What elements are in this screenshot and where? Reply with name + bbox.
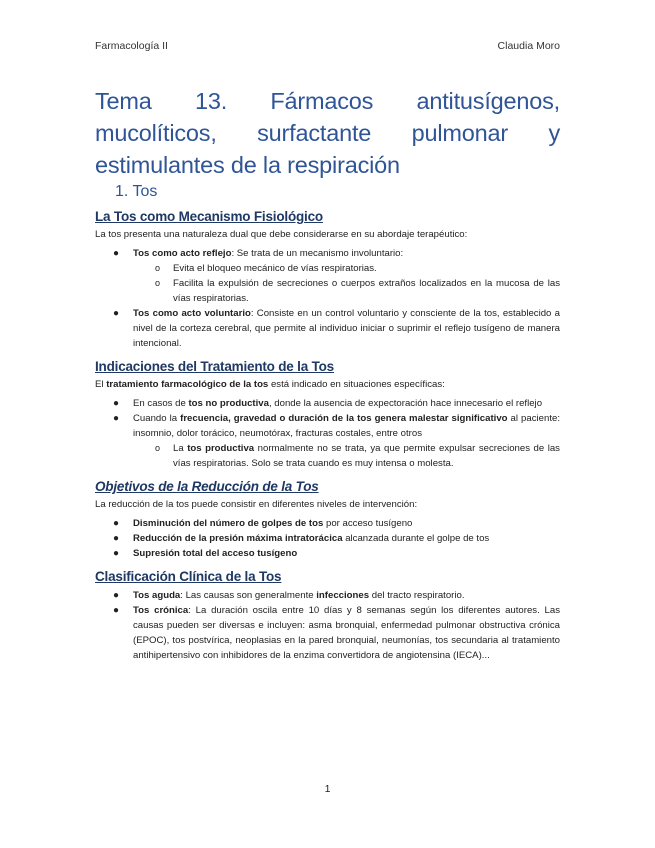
item-text: Facilita la expulsión de secreciones o cuerpos extraños localizados en la mucosa de las vías respiratorias. <box>173 278 560 304</box>
item-text: : Consiste en un control voluntario y consciente de la tos, establecido a nivel de la corteza cerebral, que permite al individuo iniciar o suprimir el reflejo tusígeno de manera intencional. <box>133 308 560 349</box>
text: por acceso tusígeno <box>323 518 413 529</box>
bold-term: infecciones <box>316 590 370 601</box>
text: al paciente: insomnio, dolor torácico, neumotórax, fracturas costales, entre otros <box>133 413 560 439</box>
paragraph: La reducción de la tos puede consistir en diferentes niveles de intervención: <box>95 499 418 510</box>
bullet-list <box>95 396 560 471</box>
hollow-bullet-icon: o <box>155 263 161 273</box>
text: alcanzada durante el golpe de tos <box>342 533 490 544</box>
document-title: Tema 13. Fármacos antitusígenos, mucolíticos, surfactante pulmonar y estimulantes de la respiración <box>95 88 560 178</box>
bullet-icon: ● <box>113 518 120 529</box>
text: : La duración oscila entre 10 días y 8 semanas según los diferentes autores. Las causas pueden ser diversas e incluyen: asma bronquial, enfermedad pulmonar obstructiva crónica (EPOC), tos postvírica, neoplasias en la pared bronquial, neumonías, tos secundaria al tratamiento antihipertensivo con inhibidores de la enzima convertidora de angiotensina (IECA)... <box>133 605 560 661</box>
bold-term: Tos crónica <box>133 605 189 616</box>
item-text: : Se trata de un mecanismo involuntario: <box>231 248 404 259</box>
bullet-list <box>95 246 560 351</box>
page-body <box>95 85 560 663</box>
bullet-icon: ● <box>113 248 120 259</box>
bullet-icon: ● <box>113 533 120 544</box>
text: En casos de <box>133 398 189 409</box>
bullet-icon: ● <box>113 605 120 616</box>
bold-term: tos no productiva <box>188 398 269 409</box>
page-number: 1 <box>324 783 331 795</box>
course-name: Farmacología II <box>95 40 168 52</box>
bold-term: Tos aguda <box>133 590 181 601</box>
list-item <box>95 306 560 351</box>
paragraph <box>95 377 560 392</box>
item-text: Evita el bloqueo mecánico de vías respiratorias. <box>173 263 377 274</box>
paragraph: La tos presenta una naturaleza dual que debe considerarse en su abordaje terapéutico: <box>95 229 468 240</box>
text: La <box>173 443 188 454</box>
list-item <box>95 603 560 663</box>
sub-list <box>133 261 560 306</box>
text: normalmente no se trata, ya que permite expulsar secreciones de las vías respiratorias. Solo se trata cuando es muy intensa o molesta. <box>173 443 560 469</box>
subsection-heading-mecanismo: La Tos como Mecanismo Fisiológico <box>95 209 323 224</box>
bold-term: tos productiva <box>187 443 255 454</box>
bullet-list <box>95 516 560 561</box>
sub-list <box>133 441 560 471</box>
bullet-icon: ● <box>113 398 120 409</box>
list-item <box>95 246 560 306</box>
hollow-bullet-icon: o <box>155 443 161 453</box>
list-item <box>95 546 560 561</box>
list-item <box>95 516 560 531</box>
page-header <box>95 40 560 52</box>
sub-list-item <box>95 261 560 276</box>
list-item <box>95 396 560 411</box>
list-item <box>95 411 560 471</box>
sub-list-item <box>95 276 560 306</box>
text: del tracto respiratorio. <box>369 590 465 601</box>
bullet-icon: ● <box>113 548 120 559</box>
list-item <box>95 588 560 603</box>
bullet-list <box>95 588 560 663</box>
text: El <box>95 379 107 390</box>
text: : Las causas son generalmente <box>180 590 317 601</box>
bullet-icon: ● <box>113 308 120 319</box>
author-name: Claudia Moro <box>497 40 560 52</box>
bold-term: Tos como acto reflejo <box>133 248 232 259</box>
bold-term: Reducción de la presión máxima intratorácica <box>133 533 343 544</box>
subsection-heading-clasificacion: Clasificación Clínica de la Tos <box>95 569 282 584</box>
hollow-bullet-icon: o <box>155 278 161 288</box>
section-heading: 1. Tos <box>115 183 158 200</box>
bold-term: Supresión total del acceso tusígeno <box>133 548 298 559</box>
bold-term: Disminución del número de golpes de tos <box>133 518 324 529</box>
subsection-heading-objetivos: Objetivos de la Reducción de la Tos <box>95 479 319 494</box>
text: está indicado en situaciones específicas: <box>268 379 445 390</box>
text: Cuando la <box>133 413 181 424</box>
text: , donde la ausencia de expectoración hace innecesario el reflejo <box>268 398 543 409</box>
bullet-icon: ● <box>113 413 120 424</box>
subsection-heading-indicaciones: Indicaciones del Tratamiento de la Tos <box>95 359 334 374</box>
list-item <box>95 531 560 546</box>
bold-term: Tos como acto voluntario <box>133 308 251 319</box>
bullet-icon: ● <box>113 590 120 601</box>
sub-list-item <box>95 441 560 471</box>
bold-term: tratamiento farmacológico de la tos <box>106 379 269 390</box>
bold-term: frecuencia, gravedad o duración de la tos genera malestar significativo <box>180 413 508 424</box>
